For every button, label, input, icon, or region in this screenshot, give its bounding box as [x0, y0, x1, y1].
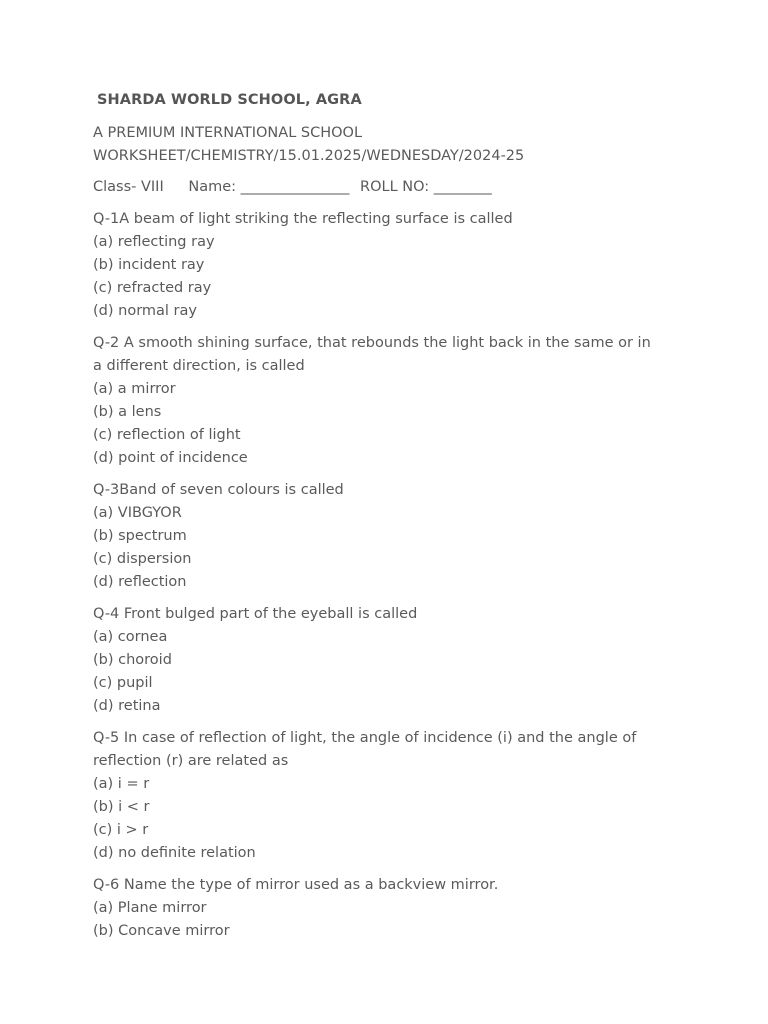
option-d: (d) no definite relation [93, 845, 256, 861]
option-d: (d) normal ray [93, 303, 197, 319]
question-text: Q-2 A smooth shining surface, that rebounds the light back in the same or in a different direction, is called [93, 335, 651, 374]
worksheet-page [93, 89, 733, 952]
option-list [93, 626, 733, 718]
school-name: SHARDA WORLD SCHOOL, AGRA [97, 92, 362, 108]
name-field: Name: _______________ [188, 179, 350, 195]
question-1 [93, 208, 733, 323]
option-c: (c) refracted ray [93, 280, 212, 296]
option-a: (a) i = r [93, 776, 150, 792]
question-2 [93, 332, 733, 470]
option-b: (b) Concave mirror [93, 923, 230, 939]
school-tagline: A PREMIUM INTERNATIONAL SCHOOL [93, 125, 363, 141]
option-list [93, 231, 733, 323]
option-list [93, 502, 733, 594]
option-d: (d) reflection [93, 574, 187, 590]
question-6 [93, 874, 733, 943]
option-d: (d) retina [93, 698, 161, 714]
question-text: Q-3Band of seven colours is called [93, 482, 344, 498]
question-5 [93, 727, 733, 865]
option-c: (c) dispersion [93, 551, 192, 567]
option-c: (c) i > r [93, 822, 149, 838]
option-a: (a) reflecting ray [93, 234, 215, 250]
option-list [93, 378, 733, 470]
student-info-line [93, 176, 733, 199]
worksheet-header [93, 122, 733, 168]
option-c: (c) pupil [93, 675, 153, 691]
option-a: (a) a mirror [93, 381, 176, 397]
option-b: (b) a lens [93, 404, 162, 420]
question-text: Q-4 Front bulged part of the eyeball is called [93, 606, 418, 622]
question-3 [93, 479, 733, 594]
option-c: (c) reflection of light [93, 427, 241, 443]
option-a: (a) Plane mirror [93, 900, 207, 916]
option-b: (b) incident ray [93, 257, 205, 273]
worksheet-title: WORKSHEET/CHEMISTRY/15.01.2025/WEDNESDAY/2024-25 [93, 148, 525, 164]
option-d: (d) point of incidence [93, 450, 248, 466]
option-list [93, 773, 733, 865]
question-text: Q-6 Name the type of mirror used as a backview mirror. [93, 877, 499, 893]
option-b: (b) spectrum [93, 528, 187, 544]
option-b: (b) i < r [93, 799, 150, 815]
question-4 [93, 603, 733, 718]
option-list [93, 897, 733, 943]
option-a: (a) cornea [93, 629, 168, 645]
option-b: (b) choroid [93, 652, 172, 668]
class-label: Class- VIII [93, 179, 164, 195]
question-text: Q-5 In case of reflection of light, the angle of incidence (i) and the angle of reflection (r) are related as [93, 730, 637, 769]
question-text: Q-1A beam of light striking the reflecting surface is called [93, 211, 513, 227]
roll-number-field: ROLL NO: ________ [360, 179, 492, 195]
option-a: (a) VIBGYOR [93, 505, 182, 521]
